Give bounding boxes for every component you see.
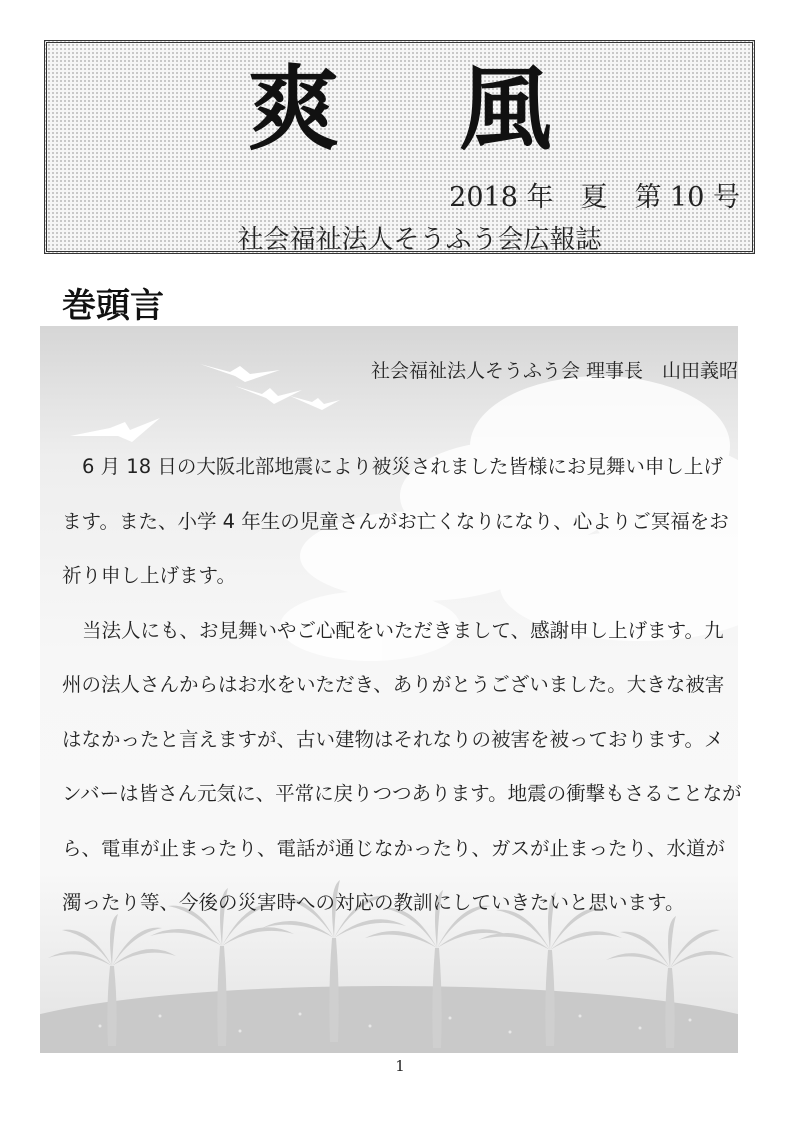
section-heading: 巻頭言 bbox=[62, 286, 164, 326]
seagull-shapes bbox=[70, 364, 340, 442]
island-shape bbox=[40, 986, 738, 1053]
article-body bbox=[62, 440, 742, 931]
page-number: 1 bbox=[395, 1057, 405, 1075]
paragraph: 6 月 18 日の大阪北部地震により被災されました皆様にお見舞い申し上げます。また、小学 4 年生の児童さんがお亡くなりになり、心よりご冥福をお祈り申し上げます。 bbox=[62, 455, 729, 587]
masthead bbox=[44, 40, 755, 254]
issue-info: 2018 年 夏 第 10 号 bbox=[449, 182, 740, 213]
author-line: 社会福祉法人そうふう会 理事長 山田義昭 bbox=[370, 360, 738, 382]
newsletter-subtitle: 社会福祉法人そうふう会広報誌 bbox=[237, 225, 602, 255]
paragraph: 当法人にも、お見舞いやご心配をいただきまして、感謝申し上げます。九州の法人さんからはお水をいただき、ありがとうございました。大きな被害はなかったと言えますが、古い建物はそれなりの被害を被っております。メンバーは皆さん元気に、平常に戻りつつあります。地震の衝撃もさることながら、電車が止まったり、電話が通じなかったり、ガスが止まったり、水道が濁ったり等、今後の災害時への対応の教訓にしていきたいと思います。 bbox=[62, 618, 742, 914]
newsletter-title: 爽風 bbox=[247, 55, 672, 163]
